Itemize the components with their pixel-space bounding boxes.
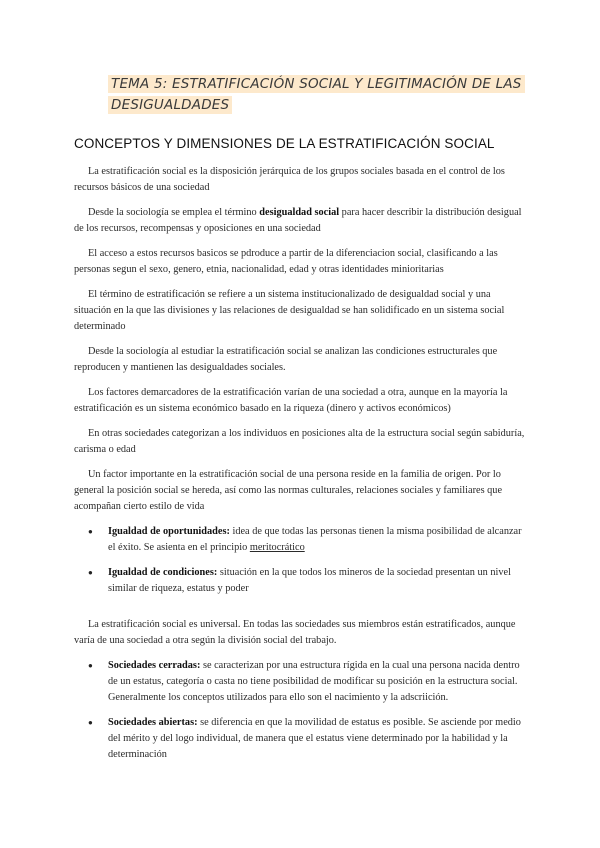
bullet-igualdad-condiciones: [108, 565, 526, 597]
bullet-term: Sociedades cerradas:: [108, 660, 201, 671]
bullet-igualdad-oportunidades: [108, 524, 526, 556]
bullet-list-sociedades: [74, 658, 526, 763]
paragraph-2-text: Desde la sociología se emplea el término: [88, 207, 260, 218]
paragraph-7: En otras sociedades categorizan a los individuos en posiciones alta de la estructura social según sabiduría, carisma o edad: [74, 428, 525, 455]
paragraph-8: Un factor importante en la estratificación social de una persona reside en la familia de origen. Por lo general la posición social se hereda, así como las normas culturales, relaciones sociales y familiares que acompañan cierto estilo de vida: [74, 469, 503, 512]
paragraph-2-text-end: para hacer describir la distribución desigual de los recursos, recompensas y oposiciones en una sociedad: [74, 207, 522, 234]
section-heading: CONCEPTOS Y DIMENSIONES DE LA ESTRATIFICACIÓN SOCIAL: [74, 136, 495, 151]
document-body: [74, 164, 526, 775]
bullet-term: Igualdad de condiciones:: [108, 567, 218, 578]
paragraph-1: La estratificación social es la disposición jerárquica de los grupos sociales basada en el control de los recursos básicos de una sociedad: [74, 166, 505, 193]
meritocratico-term: meritocrático: [249, 542, 305, 553]
bullet-text: situación en la que todos los mineros de la sociedad presentan un nivel similar de riqueza, estatus y poder: [108, 567, 511, 594]
title-highlight: TEMA 5: ESTRATIFICACIÓN SOCIAL Y LEGITIMACIÓN DE LAS DESIGUALDADES: [108, 75, 525, 114]
term-desigualdad-social: desigualdad social: [259, 207, 340, 218]
bullet-text: se caracterizan por una estructura rígida en la cual una persona nacida dentro de un estatus, categoría o casta no tiene posibilidad de modificar su posición en la estructura social. Generalmente los conceptos utilizados para ello son el nacimiento y la adscriición.: [108, 660, 520, 703]
paragraph-2: [74, 205, 526, 237]
bullet-term: Sociedades abiertas:: [108, 717, 198, 728]
paragraph-6: Los factores demarcadores de la estratificación varían de una sociedad a otra, aunque en la mayoría la estratificación es un sistema económico basado en la riqueza (dinero y activos económicos): [74, 387, 508, 414]
bullet-text: se diferencia en que la movilidad de estatus es posible. Se asciende por medio del mérito y del logo individual, de manera que el estatus viene determinado por la habilidad y la determinación: [108, 717, 521, 760]
bullet-text: idea de que todas las personas tienen la misma posibilidad de alcanzar el éxito. Se asienta en el principio: [108, 526, 522, 553]
bullet-sociedades-cerradas: [108, 658, 526, 706]
paragraph-3: El acceso a estos recursos basicos se pdroduce a partir de la diferenciacion social, clasificando a las personas segun el sexo, genero, etnia, nacionalidad, edad y otras identidades minioritarias: [74, 248, 498, 275]
paragraph-5: Desde la sociología al estudiar la estratificación social se analizan las condiciones estructurales que reproducen y mantienen las desigualdades sociales.: [74, 346, 498, 373]
paragraph-9: La estratificación social es universal. En todas las sociedades sus miembros están estratificados, aunque varía de una sociedad a otra según la división social del trabajo.: [74, 619, 516, 646]
spacer: [74, 609, 526, 617]
bullet-sociedades-abiertas: [108, 715, 526, 763]
paragraph-4: El término de estratificación se refiere a un sistema institucionalizado de desigualdad social y una situación en la que las divisiones y las relaciones de desigualdad se han solidificado en un sistema social determinado: [74, 289, 505, 332]
document-title: [108, 74, 528, 116]
bullet-list-igualdad: [74, 524, 526, 597]
bullet-term: Igualdad de oportunidades:: [108, 526, 230, 537]
